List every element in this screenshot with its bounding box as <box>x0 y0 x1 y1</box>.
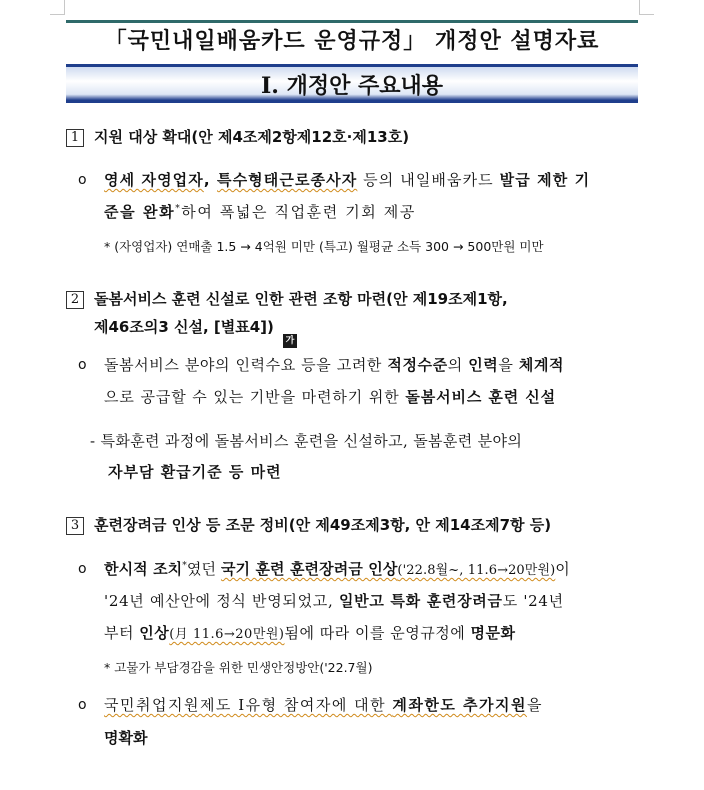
section-2-heading <box>66 288 508 309</box>
text-run: 하여 폭넓은 직업훈련 기회 제공 <box>181 203 416 221</box>
emphasis-text: 계좌한도 추가지원 <box>392 696 527 714</box>
text-run: 국민취업지원제도 Ⅰ유형 참여자에 대한 <box>104 696 393 714</box>
emphasis-text: 인력 <box>468 356 499 374</box>
text-run: 부터 <box>104 624 140 642</box>
emphasis-text: 돌봄서비스 훈련 신설 <box>405 388 557 406</box>
text-run: (月 11.6→20만원) <box>169 627 285 642</box>
section-number-box: 1 <box>66 129 84 147</box>
text-run: 등의 내일배움카드 <box>357 171 500 189</box>
section-2-heading-line-2: 제46조의3 신설, [별표4]) <box>94 318 274 336</box>
bullet-marker: o <box>78 172 87 188</box>
section-3-item-1-line-3 <box>104 622 515 643</box>
text-run: 을 <box>527 696 543 714</box>
section-2-title: 돌봄서비스 훈련 신설로 인한 관련 조항 마련 <box>94 290 387 308</box>
hanja-convert-badge[interactable]: 가 <box>283 334 297 348</box>
page-corner-mark <box>50 0 65 15</box>
section-1-title: 지원 대상 확대 <box>94 128 192 146</box>
emphasis-text: 특수형태근로종사자 <box>217 171 358 189</box>
emphasis-text: 명문화 <box>470 624 516 642</box>
footnote-mark: * <box>175 204 182 214</box>
section-2-ref: (안 제19조제1항, <box>386 290 508 308</box>
text-run: 됨에 따라 이를 운영규정에 <box>284 624 471 642</box>
text-run: 으로 공급할 수 있는 기반을 마련하기 위한 <box>104 388 406 406</box>
section-1-note: * (자영업자) 연매출 1.5 → 4억원 미만 (특고) 월평균 소득 300 → 500만원 미만 <box>104 239 544 254</box>
text-run: 을 <box>498 356 519 374</box>
section-3-ref: (안 제49조제3항, 안 제14조제7항 등) <box>288 516 552 534</box>
section-number-box: 3 <box>66 517 84 535</box>
section-3-item-1-line-1 <box>104 558 570 579</box>
emphasis-text: 발급 제한 기 <box>499 171 591 189</box>
section-2-dash-line-2: 자부담 환급기준 등 마련 <box>108 463 282 481</box>
text-run: 도 '24년 <box>502 592 564 610</box>
emphasis-text: 한시적 조치 <box>104 560 183 578</box>
emphasis-text: 체계적 <box>518 356 565 374</box>
section-1-heading <box>66 126 409 147</box>
bullet-marker: o <box>78 561 87 577</box>
section-1-ref: (안 제4조제2항제12호·제13호) <box>191 128 410 146</box>
section-2-item-line-1 <box>104 354 564 375</box>
section-2-item-line-2 <box>104 386 556 407</box>
section-1-item-line-2 <box>104 201 416 222</box>
bullet-marker: o <box>78 357 87 373</box>
page-corner-mark <box>639 0 654 15</box>
emphasis-text: 준을 완화 <box>104 203 176 221</box>
emphasis-text: 인상 <box>139 624 170 642</box>
section-banner-title: Ⅰ. 개정안 주요내용 <box>260 73 444 99</box>
section-1-item-line-1 <box>104 169 590 190</box>
text-run: 이 <box>555 560 570 578</box>
section-3-item-1-line-2 <box>104 590 564 611</box>
section-number-box: 2 <box>66 291 84 309</box>
section-3-title: 훈련장려금 인상 등 조문 정비 <box>94 516 289 534</box>
section-3-note: * 고물가 부담경감을 위한 민생안정방안('22.7월) <box>104 660 373 675</box>
footnote-mark: * <box>182 561 187 571</box>
emphasis-text: 일반고 특화 훈련장려금 <box>338 592 503 610</box>
document-title: 「국민내일배움카드 운영규정」 개정안 설명자료 <box>104 28 600 54</box>
section-3-item-2-line-2: 명확화 <box>104 729 148 747</box>
text-run: 였던 <box>186 560 221 578</box>
text-run: , <box>203 171 217 189</box>
section-3-heading <box>66 514 551 535</box>
emphasis-text: 영세 자영업자 <box>104 171 204 189</box>
section-2-dash-line-1: - 특화훈련 과정에 돌봄서비스 훈련을 신설하고, 돌봄훈련 분야의 <box>90 432 523 450</box>
text-run: 의 <box>447 356 469 374</box>
section-banner <box>66 64 638 103</box>
title-block <box>66 20 638 59</box>
text-run: ('22.8월~, 11.6→20만원) <box>397 563 556 578</box>
text-run: '24년 예산안에 정식 반영되었고, <box>104 592 339 610</box>
section-3-item-2-line-1 <box>104 694 543 715</box>
bullet-marker: o <box>78 697 87 713</box>
emphasis-text: 국기 훈련 훈련장려금 인상 <box>220 560 398 578</box>
emphasis-text: 적정수준 <box>387 356 448 374</box>
text-run: 돌봄서비스 분야의 인력수요 등을 고려한 <box>104 356 388 374</box>
